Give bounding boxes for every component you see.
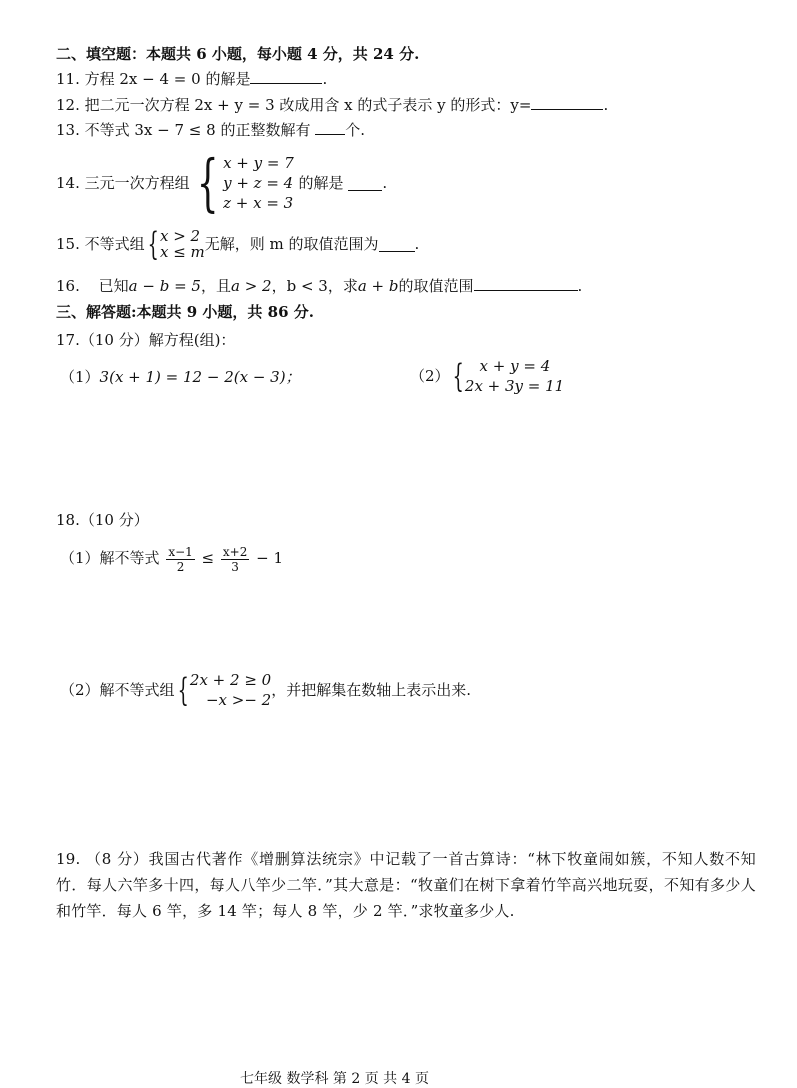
answer-blank <box>379 237 415 252</box>
question-11 <box>56 69 327 89</box>
equation-1: x + y = 4 <box>479 357 551 375</box>
numerator: x−1 <box>168 544 193 559</box>
question-16-text-3: ，b < 3，求 <box>271 277 358 295</box>
question-16-math-2: a > 2 <box>230 277 272 295</box>
part-label: （1） <box>60 368 100 386</box>
inequality-system <box>190 670 271 710</box>
fraction-2 <box>221 545 249 574</box>
denominator: 2 <box>176 559 185 574</box>
left-brace-icon: { <box>452 357 464 395</box>
question-15-row <box>56 225 420 263</box>
question-11-end: . <box>322 70 328 88</box>
question-16-number: 16. <box>56 277 80 295</box>
part-label: （1）解不等式 <box>60 549 165 567</box>
answer-blank <box>474 276 578 291</box>
answer-blank <box>531 95 603 110</box>
question-12-text: 12. 把二元一次方程 2x + y = 3 改成用含 x 的式子表示 y 的形式：y= <box>56 96 532 114</box>
equation-system <box>465 356 564 396</box>
equation-system <box>223 153 294 213</box>
question-14-end: . <box>382 174 388 192</box>
page-footer: 七年级 数学科 第 2 页 共 4 页 <box>240 1071 429 1087</box>
question-13-end: 个. <box>345 121 366 139</box>
question-15 <box>56 225 420 263</box>
question-15-end: . <box>414 235 420 253</box>
question-13-text: 13. 不等式 3x − 7 ≤ 8 的正整数解有 <box>56 121 316 139</box>
leq-sign: ≤ <box>196 549 219 567</box>
section-2-heading: 二、填空题：本题共 6 小题，每小题 4 分，共 24 分. <box>56 45 420 63</box>
equation: 3(x + 1) = 12 − 2(x − 3)； <box>99 368 301 386</box>
question-18-part-1 <box>60 540 283 576</box>
equation-1: x + y = 7 <box>223 154 294 172</box>
question-18-part-2 <box>60 670 471 710</box>
question-16-math-3: a + b <box>357 277 399 295</box>
inequality-2: −x >− 2 <box>205 691 272 709</box>
question-18-title: 18.（10 分） <box>56 511 149 529</box>
answer-blank <box>348 176 382 191</box>
inequality-1: x > 2 <box>159 227 201 245</box>
section-3-heading: 三、解答题:本题共 9 小题，共 86 分. <box>56 303 314 321</box>
equation-3: z + x = 3 <box>223 194 294 212</box>
question-17-title: 17.（10 分）解方程(组)： <box>56 331 236 349</box>
question-17-part-1 <box>60 367 301 387</box>
numerator: x+2 <box>222 544 248 559</box>
denominator: 3 <box>231 559 239 574</box>
left-brace-icon: { <box>196 146 219 219</box>
question-16-end: . <box>577 277 583 295</box>
question-17-part-2-row <box>410 356 564 396</box>
question-14 <box>56 146 388 219</box>
tail-expr: − 1 <box>251 549 284 567</box>
question-15-suffix: 无解，则 m 的取值范围为 <box>204 235 379 253</box>
question-14-row <box>56 146 388 219</box>
answer-blank <box>315 120 345 135</box>
question-19: 19. （8 分）我国古代著作《增删算法统宗》中记载了一首古算诗：“林下牧童闹如簇，不知人数不知竹．每人六竿多十四，每人八竿少二竿．”其大意是：“牧童们在树下拿着竹竿高兴地玩耍，不知有多少人和竹竿．每人 6 竿，多 14 竿；每人 8 竿，少 2 竿．”求牧童多少人. <box>56 850 756 920</box>
left-brace-icon: { <box>177 671 189 709</box>
question-16-math-1: a − b = 5 <box>128 277 201 295</box>
answer-blank <box>250 69 322 84</box>
question-16-text-4: 的取值范围 <box>398 277 474 295</box>
question-16 <box>56 276 582 296</box>
inequality-system <box>160 228 205 260</box>
question-12 <box>56 95 608 115</box>
question-18-part-2-suffix: ，并把解集在数轴上表示出来. <box>271 681 471 699</box>
question-16-text-1: 已知 <box>98 277 129 295</box>
equation-2: 2x + 3y = 11 <box>464 377 565 395</box>
question-17-part-2 <box>410 356 564 396</box>
part-label: （2）解不等式组 <box>60 681 175 699</box>
equation-2: y + z = 4 <box>223 174 294 192</box>
question-12-end: . <box>603 96 609 114</box>
question-15-prefix: 15. 不等式组 <box>56 235 145 253</box>
question-14-suffix: 的解是 <box>293 174 349 192</box>
inequality-1: 2x + 2 ≥ 0 <box>189 671 272 689</box>
left-brace-icon: { <box>147 225 159 263</box>
part-label: （2） <box>410 367 450 385</box>
question-16-text-2: ，且 <box>200 277 231 295</box>
question-11-text: 11. 方程 2x − 4 = 0 的解是 <box>56 70 251 88</box>
question-18-part-2-row <box>60 670 471 710</box>
question-13 <box>56 120 365 140</box>
question-14-prefix: 14. 三元一次方程组 <box>56 174 190 192</box>
fraction-1 <box>166 545 194 574</box>
inequality-2: x ≤ m <box>159 243 205 261</box>
